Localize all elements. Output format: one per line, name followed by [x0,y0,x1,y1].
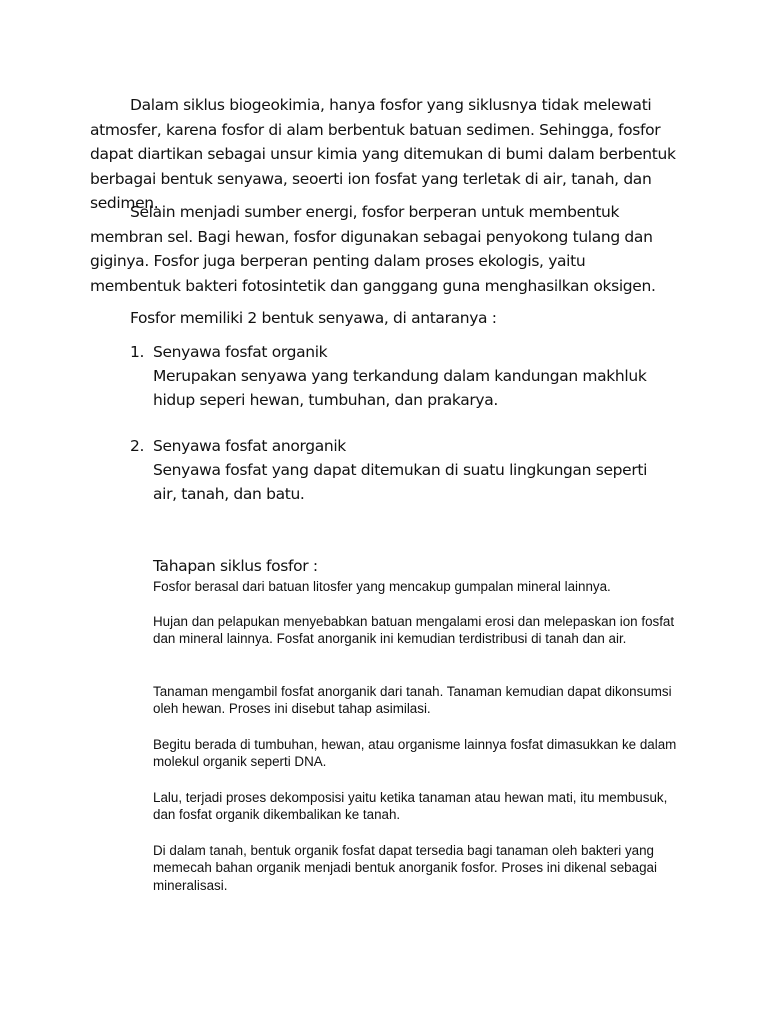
stage-paragraph: Lalu, terjadi proses dekomposisi yaitu ketika tanaman atau hewan mati, itu membusuk, dan fosfat organik dikembalikan ke tanah. [153,790,668,823]
list-number: 2. [130,437,145,455]
stage-paragraph: Di dalam tanah, bentuk organik fosfat dapat tersedia bagi tanaman oleh bakteri yang memecah bahan organik menjadi bentuk anorganik fosfor. Proses ini dikenal sebagai mineralisasi. [153,843,657,893]
list-item [130,434,670,506]
list-item-title: Senyawa fosfat organik [153,343,328,361]
list-intro: Fosfor memiliki 2 bentuk senyawa, di antaranya : [130,309,497,327]
paragraph-2: Selain menjadi sumber energi, fosfor berperan untuk membentuk membran sel. Bagi hewan, fosfor digunakan sebagai penyokong tulang dan giginya. Fosfor juga berperan penting dalam proses ekologis, yaitu membentuk bakteri fotosintetik dan ganggang guna menghasilkan oksigen. [90,203,656,295]
stages-heading: Tahapan siklus fosfor : [153,557,318,575]
stage-paragraph: Tanaman mengambil fosfat anorganik dari tanah. Tanaman kemudian dapat dikonsumsi oleh hewan. Proses ini disebut tahap asimilasi. [153,684,672,717]
list-item-description: Senyawa fosfat yang dapat ditemukan di suatu lingkungan seperti air, tanah, dan batu. [153,461,648,503]
list-item-title: Senyawa fosfat anorganik [153,437,346,455]
paragraph-1: Dalam siklus biogeokimia, hanya fosfor yang siklusnya tidak melewati atmosfer, karena fosfor di alam berbentuk batuan sedimen. Sehingga, fosfor dapat diartikan sebagai unsur kimia yang ditemukan di bumi dalam berbentuk berbagai bentuk senyawa, seoerti ion fosfat yang terletak di air, tanah, dan sedimen. [90,96,676,212]
stage-paragraph: Hujan dan pelapukan menyebabkan batuan mengalami erosi dan melepaskan ion fosfat dan mineral lainnya. Fosfat anorganik ini kemudian terdistribusi di tanah dan air. [153,614,675,647]
stage-paragraph: Fosfor berasal dari batuan litosfer yang mencakup gumpalan mineral lainnya. [153,579,611,594]
list-number: 1. [130,343,145,361]
list-item [130,340,670,412]
stage-paragraph: Begitu berada di tumbuhan, hewan, atau organisme lainnya fosfat dimasukkan ke dalam molekul organik seperti DNA. [153,737,677,770]
list-item-description: Merupakan senyawa yang terkandung dalam kandungan makhluk hidup seperi hewan, tumbuhan, dan prakarya. [153,367,647,409]
